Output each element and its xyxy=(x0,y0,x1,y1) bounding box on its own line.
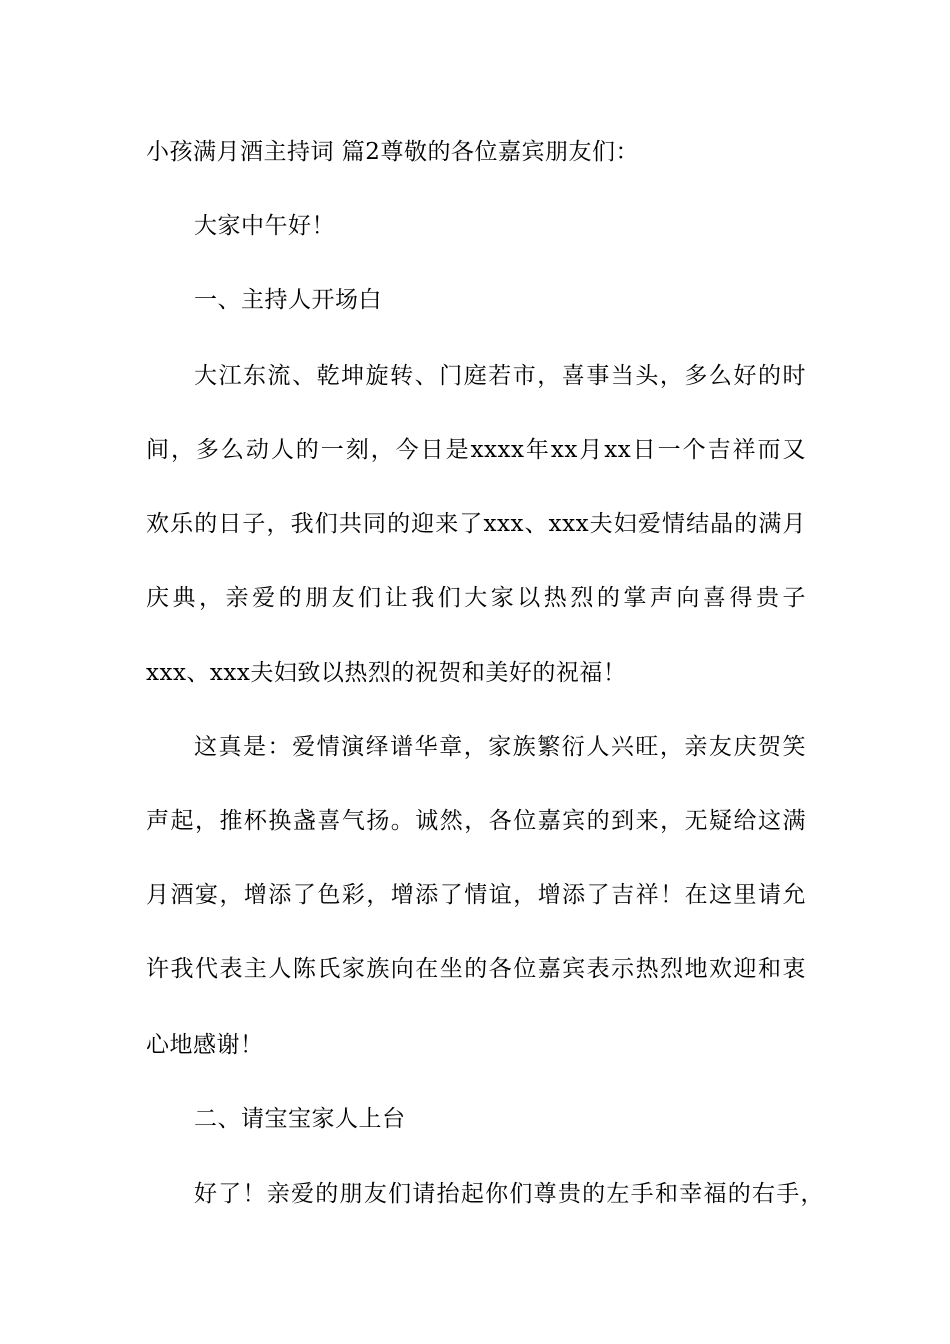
section-heading-2: 二、请宝宝家人上台 xyxy=(194,1106,406,1132)
greeting-line: 大家中午好！ xyxy=(194,213,335,239)
paragraph-line: 庆典，亲爱的朋友们让我们大家以热烈的掌声向喜得贵子 xyxy=(146,585,806,611)
paragraph-line: 好了！亲爱的朋友们请抬起你们尊贵的左手和幸福的右手， xyxy=(194,1181,824,1207)
paragraph-line: 声起，推杯换盏喜气扬。诚然，各位嘉宾的到来，无疑给这满 xyxy=(146,808,806,834)
paragraph-line: 间，多么动人的一刻，今日是xxxx年xx月xx日一个吉祥而又 xyxy=(146,437,806,463)
paragraph-line: xxx、xxx夫妇致以热烈的祝贺和美好的祝福！ xyxy=(146,660,627,686)
section-heading-1: 一、主持人开场白 xyxy=(194,287,382,313)
paragraph-line: 这真是：爱情演绎谱华章，家族繁衍人兴旺，亲友庆贺笑 xyxy=(194,734,806,760)
paragraph-line: 大江东流、乾坤旋转、门庭若市，喜事当头，多么好的时 xyxy=(194,363,806,389)
document-title-line: 小孩满月酒主持词 篇2尊敬的各位嘉宾朋友们： xyxy=(146,139,639,165)
paragraph-line: 许我代表主人陈氏家族向在坐的各位嘉宾表示热烈地欢迎和衷 xyxy=(146,956,806,982)
paragraph-line: 月酒宴，增添了色彩，增添了情谊，增添了吉祥！在这里请允 xyxy=(146,882,806,908)
paragraph-line: 欢乐的日子，我们共同的迎来了xxx、xxx夫妇爱情结晶的满月 xyxy=(146,511,806,537)
paragraph-line: 心地感谢！ xyxy=(146,1032,264,1058)
